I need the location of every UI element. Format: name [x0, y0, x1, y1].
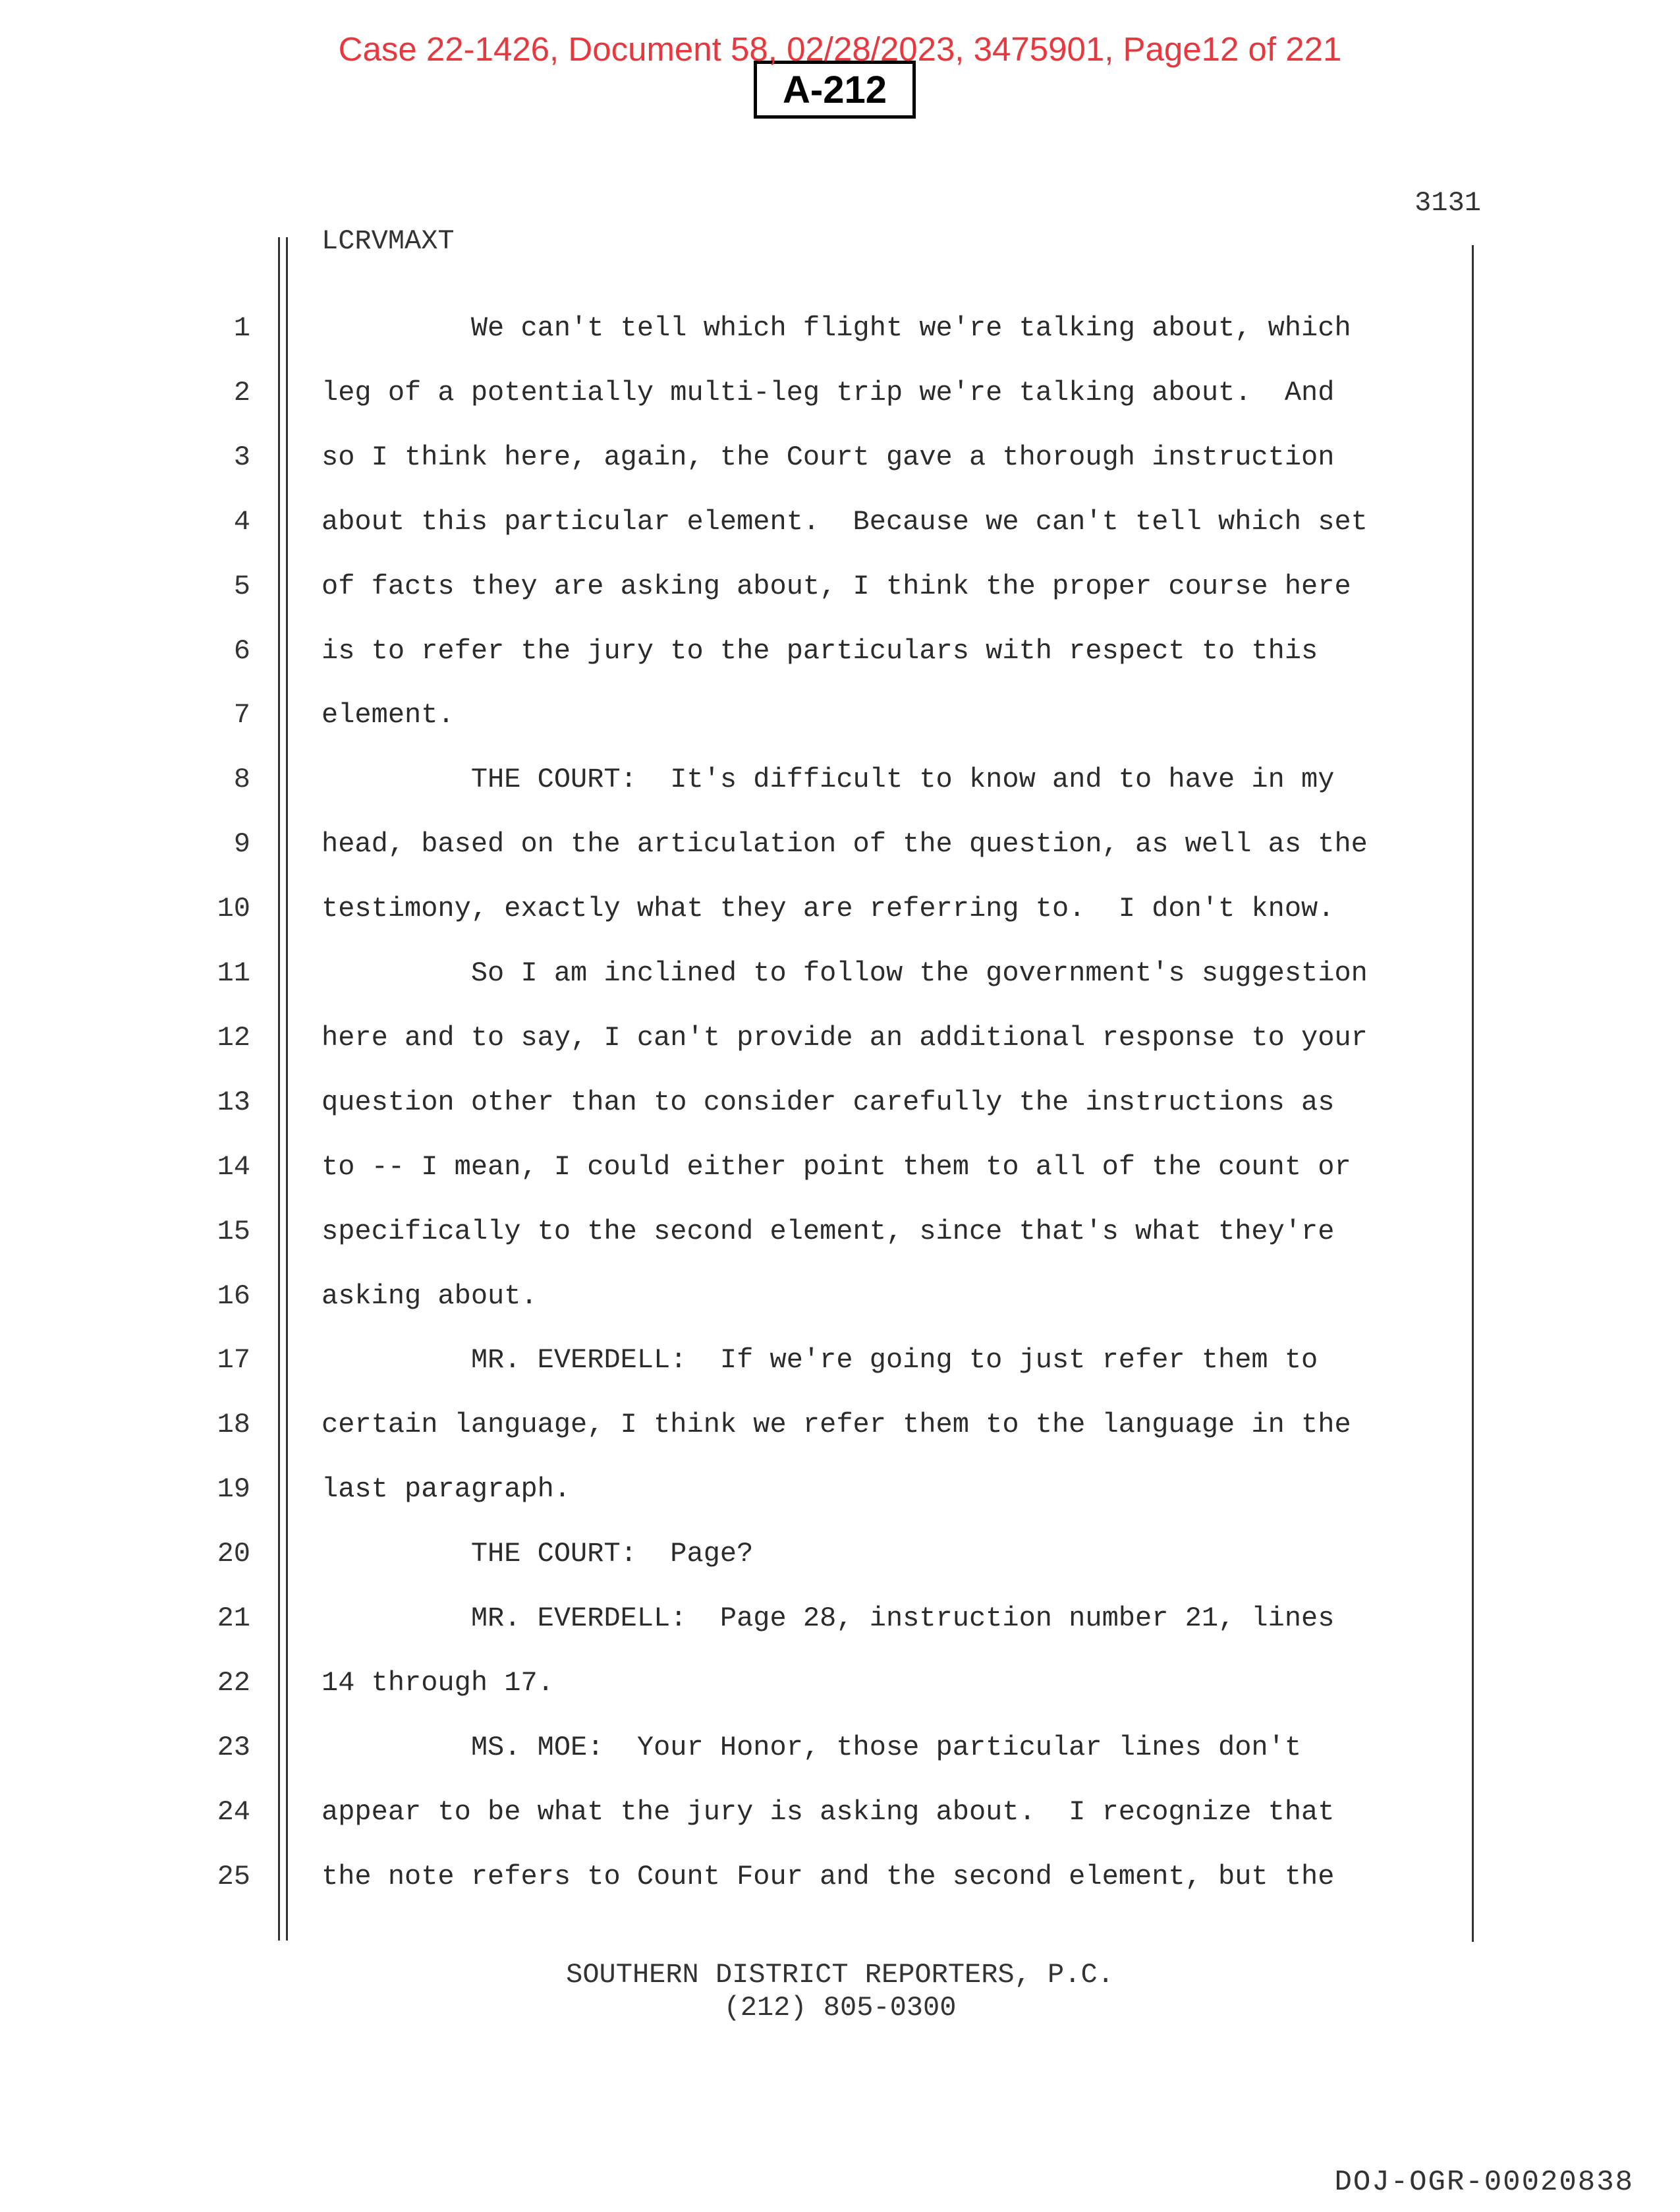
transcript-page-number: 3131 [1414, 187, 1481, 219]
line-number: 4 [233, 506, 250, 538]
line-number: 9 [233, 828, 250, 860]
transcript-line: question other than to consider carefully the instructions as [322, 1087, 1335, 1118]
transcript-line: testimony, exactly what they are referring to. I don't know. [322, 893, 1335, 924]
transcript-line: certain language, I think we refer them to the language in the [322, 1409, 1351, 1440]
line-number: 12 [217, 1022, 250, 1054]
right-margin-rule [1472, 245, 1474, 1942]
transcript-line: MR. EVERDELL: Page 28, instruction number 21, lines [322, 1602, 1335, 1634]
left-margin-rule-inner [286, 237, 288, 1941]
transcript-line: is to refer the jury to the particulars with respect to this [322, 635, 1318, 667]
transcript-line: here and to say, I can't provide an additional response to your [322, 1022, 1368, 1054]
transcript-line: THE COURT: Page? [322, 1538, 754, 1570]
transcript-line: head, based on the articulation of the question, as well as the [322, 828, 1368, 860]
line-number: 2 [233, 377, 250, 409]
transcript-line: the note refers to Count Four and the second element, but the [322, 1861, 1335, 1892]
transcript-line: of facts they are asking about, I think the proper course here [322, 571, 1351, 602]
line-number: 1 [233, 312, 250, 344]
transcript-line: specifically to the second element, since that's what they're [322, 1216, 1335, 1247]
line-number: 7 [233, 699, 250, 731]
reporter-name: SOUTHERN DISTRICT REPORTERS, P.C. [566, 1959, 1114, 1991]
line-number: 22 [217, 1667, 250, 1699]
line-number: 11 [217, 957, 250, 989]
line-number: 10 [217, 893, 250, 924]
transcript-line: appear to be what the jury is asking about. I recognize that [322, 1796, 1335, 1828]
line-number: 13 [217, 1087, 250, 1118]
line-number: 16 [217, 1280, 250, 1312]
line-number: 6 [233, 635, 250, 667]
exhibit-label: A-212 [754, 61, 916, 119]
transcript-line: leg of a potentially multi-leg trip we're talking about. And [322, 377, 1335, 409]
line-number: 14 [217, 1151, 250, 1183]
line-number: 25 [217, 1861, 250, 1892]
line-number: 17 [217, 1344, 250, 1376]
transcript-line: THE COURT: It's difficult to know and to have in my [322, 764, 1335, 795]
line-number: 20 [217, 1538, 250, 1570]
transcript-line: We can't tell which flight we're talking about, which [322, 312, 1351, 344]
transcript-line: 14 through 17. [322, 1667, 554, 1699]
bates-number: DOJ-OGR-00020838 [1334, 2166, 1634, 2199]
case-header: Case 22-1426, Document 58, 02/28/2023, 3475901, Page12 of 221 [338, 30, 1342, 68]
line-number: 23 [217, 1732, 250, 1763]
transcript-line: to -- I mean, I could either point them to all of the count or [322, 1151, 1351, 1183]
line-number: 19 [217, 1473, 250, 1505]
left-margin-rule-outer [278, 237, 280, 1941]
line-number: 24 [217, 1796, 250, 1828]
line-number: 18 [217, 1409, 250, 1440]
transcript-line: MS. MOE: Your Honor, those particular lines don't [322, 1732, 1302, 1763]
transcript-line: so I think here, again, the Court gave a thorough instruction [322, 441, 1335, 473]
reporter-footer [0, 1958, 1680, 2024]
line-number: 8 [233, 764, 250, 795]
line-number: 5 [233, 571, 250, 602]
transcript-line: element. [322, 699, 455, 731]
line-number: 3 [233, 441, 250, 473]
transcript-line: about this particular element. Because we can't tell which set [322, 506, 1368, 538]
transcript-line: MR. EVERDELL: If we're going to just refer them to [322, 1344, 1318, 1376]
line-number: 21 [217, 1602, 250, 1634]
transcript-line: So I am inclined to follow the government's suggestion [322, 957, 1368, 989]
caption-code: LCRVMAXT [322, 225, 455, 257]
transcript-line: asking about. [322, 1280, 538, 1312]
transcript-line: last paragraph. [322, 1473, 571, 1505]
line-number: 15 [217, 1216, 250, 1247]
reporter-phone: (212) 805-0300 [723, 1992, 957, 2024]
